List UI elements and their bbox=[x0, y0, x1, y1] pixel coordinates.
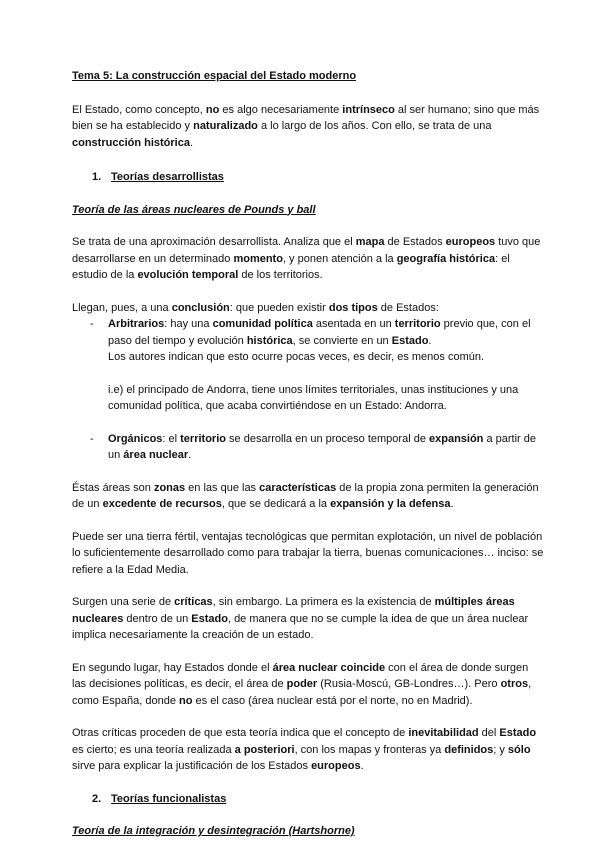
text-run: : el estudio de la bbox=[72, 252, 510, 281]
text-run: es el caso (área nuclear está por el norte, no en Madrid). bbox=[192, 694, 473, 707]
paragraph-conclusion bbox=[72, 300, 544, 317]
emphasis-text: europeos bbox=[311, 760, 361, 772]
intro-paragraph bbox=[72, 102, 544, 152]
paragraph-zonas bbox=[72, 480, 544, 513]
text-run: de Estados: bbox=[377, 301, 439, 314]
text-run: en las que las bbox=[185, 481, 260, 494]
emphasis-text: intrínseco bbox=[342, 103, 395, 116]
text-run: , se convierte en un bbox=[292, 334, 392, 347]
section-number: 1. bbox=[92, 171, 102, 183]
emphasis-text: características bbox=[259, 481, 337, 494]
text-run: , como España, donde bbox=[72, 678, 532, 707]
emphasis-text: europeos bbox=[445, 236, 496, 248]
emphasis-text: sólo bbox=[507, 743, 531, 756]
emphasis-text: Estado bbox=[191, 612, 228, 625]
text-run: Se trata de una aproximación desarrollista. Analiza que el bbox=[72, 236, 356, 248]
emphasis-text: evolución temporal bbox=[137, 269, 239, 281]
emphasis-text: a posteriori bbox=[234, 743, 295, 756]
text-run: es algo necesariamente bbox=[219, 103, 343, 116]
text-run: al ser humano; sino que más bien se ha establecido y bbox=[72, 103, 540, 132]
section-title: Teorías funcionalistas bbox=[111, 792, 227, 805]
emphasis-text: área nuclear coincide bbox=[272, 661, 386, 674]
text-run: , y ponen atención a la bbox=[282, 252, 397, 265]
list-item-arbitrarios bbox=[72, 316, 544, 415]
section-heading-2 bbox=[92, 791, 544, 808]
text-run: : hay una bbox=[164, 318, 213, 330]
emphasis-text: otros bbox=[500, 678, 529, 690]
text-run: de Estados bbox=[384, 236, 446, 248]
emphasis-text: histórica bbox=[246, 334, 293, 347]
emphasis-text: momento bbox=[233, 252, 283, 265]
text-run: de los territorios. bbox=[238, 269, 323, 281]
list-item-example: i.e) el principado de Andorra, tiene unos límites territoriales, unas instituciones y una comunidad política, que acaba convirtiéndose en un Estado: Andorra. bbox=[108, 383, 519, 412]
text-run: Puede ser una tierra fértil, ventajas tecnológicas que permitan explotación, un nivel de población lo suficientemente desarrollado como para trabajar la tierra, buenas comunicaciones… inciso: se refiere a la Edad Media. bbox=[72, 530, 544, 576]
text-run: a partir de un bbox=[108, 432, 536, 461]
text-run: dentro de un bbox=[123, 612, 192, 625]
emphasis-text: excedente de recursos bbox=[102, 498, 222, 510]
text-run: , con los mapas y fronteras ya bbox=[294, 743, 445, 756]
emphasis-text: no bbox=[179, 694, 193, 707]
text-run: Otras críticas proceden de que esta teoría indica que el concepto de bbox=[72, 727, 409, 739]
text-run: de la propia zona permiten la generación de un bbox=[72, 481, 539, 510]
emphasis-text: geografía histórica bbox=[396, 252, 496, 265]
text-run: a lo largo de los años. Con ello, se trata de una bbox=[257, 120, 492, 132]
emphasis-text: múltiples áreas nucleares bbox=[72, 596, 515, 625]
text-run: Surgen una serie de bbox=[72, 596, 175, 608]
text-run: . bbox=[189, 136, 194, 149]
text-run: , sin embargo. La primera es la existencia de bbox=[212, 596, 435, 608]
emphasis-text: Estado bbox=[391, 334, 429, 347]
emphasis-text: naturalizado bbox=[193, 120, 258, 132]
text-run: con el área de donde surgen las decisiones políticas, es decir, el área de bbox=[72, 661, 529, 690]
paragraph-segundo-lugar bbox=[72, 660, 544, 710]
emphasis-text: territorio bbox=[394, 318, 441, 330]
paragraph-criticas bbox=[72, 594, 544, 644]
emphasis-text: mapa bbox=[355, 236, 385, 248]
emphasis-text: dos tipos bbox=[328, 301, 378, 314]
emphasis-text: poder bbox=[286, 678, 318, 690]
emphasis-text: críticas bbox=[174, 596, 213, 608]
text-run: El Estado, como concepto, bbox=[72, 103, 206, 116]
emphasis-text: expansión y la defensa bbox=[330, 498, 451, 510]
section-title: Teorías desarrollistas bbox=[111, 171, 224, 183]
text-run: , que se dedicará a la bbox=[221, 498, 331, 510]
emphasis-text: no bbox=[205, 103, 220, 116]
text-run: . bbox=[188, 449, 192, 461]
text-run: : el bbox=[162, 432, 181, 445]
paragraph-aproximacion bbox=[72, 234, 544, 284]
emphasis-text: Orgánicos bbox=[108, 432, 163, 445]
list-item-organicos bbox=[72, 431, 544, 464]
text-run: asentada en un bbox=[312, 318, 395, 330]
list-item-note: Los autores indican que esto ocurre pocas veces, es decir, es menos común. bbox=[108, 351, 485, 363]
paragraph-tierra bbox=[72, 529, 544, 579]
text-run: : que pueden existir bbox=[229, 301, 329, 314]
text-run: Éstas áreas son bbox=[72, 481, 154, 494]
text-run: . bbox=[450, 498, 454, 510]
emphasis-text: conclusión bbox=[171, 301, 230, 314]
emphasis-text: definidos bbox=[444, 743, 494, 756]
text-run: , de manera que no se cumple la idea de que un área nuclear implica necesariamente la creación de un estado. bbox=[72, 612, 529, 641]
text-run: . bbox=[360, 760, 364, 772]
state-types-list bbox=[72, 316, 544, 464]
text-run: previo que, con el paso del tiempo y evolución bbox=[108, 318, 531, 347]
emphasis-text: Arbitrarios bbox=[108, 318, 165, 330]
emphasis-text: área nuclear bbox=[123, 449, 189, 461]
text-run: tuvo que desarrollarse en un determinado bbox=[72, 236, 541, 265]
emphasis-text: territorio bbox=[180, 432, 226, 445]
document-title: Tema 5: La construcción espacial del Estado moderno bbox=[72, 70, 357, 82]
text-run: (Rusia-Moscú, GB-Londres…). Pero bbox=[317, 678, 501, 690]
text-run: ; y bbox=[493, 743, 508, 756]
subsection-heading-1: Teoría de las áreas nucleares de Pounds y ball bbox=[72, 203, 316, 216]
text-run: En segundo lugar, hay Estados donde el bbox=[72, 661, 273, 674]
section-number: 2. bbox=[92, 792, 102, 805]
emphasis-text: construcción histórica bbox=[72, 136, 190, 149]
list-item-main bbox=[108, 318, 531, 347]
paragraph-otras-criticas bbox=[72, 725, 544, 775]
subsection-heading-2: Teoría de la integración y desintegración (Hartshorne) bbox=[72, 825, 355, 837]
text-run: del bbox=[478, 727, 500, 739]
emphasis-text: expansión bbox=[429, 432, 484, 445]
text-run: Llegan, pues, a una bbox=[72, 301, 172, 314]
emphasis-text: inevitabilidad bbox=[408, 727, 479, 739]
emphasis-text: Estado bbox=[499, 727, 537, 739]
section-heading-1 bbox=[92, 169, 544, 186]
text-run: sirve para explicar la justificación de los Estados bbox=[72, 760, 312, 772]
text-run: se desarrolla en un proceso temporal de bbox=[225, 432, 429, 445]
emphasis-text: zonas bbox=[153, 481, 186, 494]
text-run: es cierto; es una teoría realizada bbox=[72, 743, 235, 756]
emphasis-text: comunidad política bbox=[212, 318, 313, 330]
text-run: . bbox=[428, 334, 432, 347]
